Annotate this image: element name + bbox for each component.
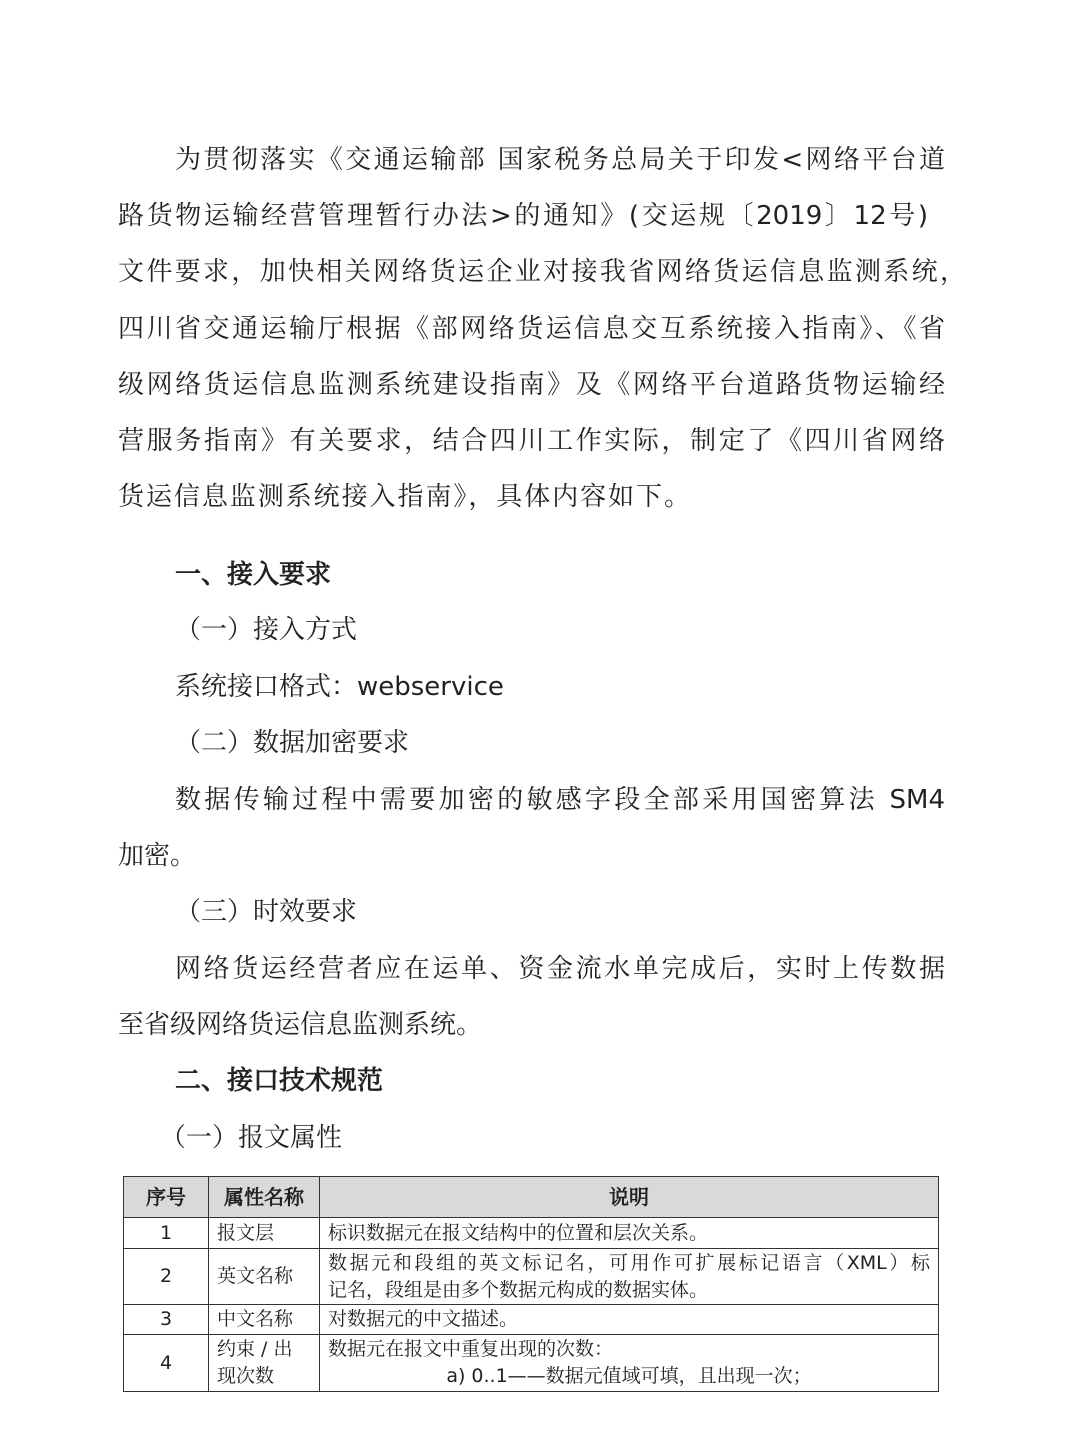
desc-line: 数据元和段组的英文标记名，可用作可扩展标记语言（XML）标: [328, 1251, 930, 1274]
cell-desc: [320, 1249, 939, 1305]
table-row: [124, 1218, 939, 1249]
subheading: （三）时效要求: [175, 897, 358, 927]
cell-no: 3: [124, 1305, 209, 1335]
desc-line: a) 0..1——数据元值域可填，且出现一次；: [446, 1365, 812, 1387]
cell-name: 报文层: [209, 1218, 320, 1249]
cell-no: 1: [124, 1218, 209, 1249]
paragraph-line: 加密。: [118, 841, 197, 871]
cell-name: 约束 / 出现次数: [209, 1335, 320, 1392]
intro-line: 路货物运输经营管理暂行办法>的通知》(交运规〔2019〕12号): [118, 201, 928, 231]
section-heading: 一、接入要求: [175, 560, 332, 590]
table-row: [124, 1305, 939, 1335]
table-row: [124, 1249, 939, 1305]
subheading: （一）报文属性: [160, 1123, 343, 1153]
paragraph-line: 至省级网络货运信息监测系统。: [118, 1010, 483, 1040]
desc-line: 数据元在报文中重复出现的次数：: [328, 1338, 614, 1360]
cell-desc: [320, 1335, 939, 1392]
cell-no: 2: [124, 1249, 209, 1305]
section-heading: 二、接口技术规范: [175, 1066, 384, 1096]
intro-line: 文件要求，加快相关网络货运企业对接我省网络货运信息监测系统，: [118, 257, 966, 287]
header-cell: 属性名称: [209, 1177, 320, 1218]
intro-line: 级网络货运信息监测系统建设指南》及《网络平台道路货物运输经: [118, 370, 945, 400]
cell-desc: 标识数据元在报文结构中的位置和层次关系。: [320, 1218, 939, 1249]
intro-line: 四川省交通运输厅根据《部网络货运信息交互系统接入指南》、《省: [118, 314, 945, 344]
table-row: [124, 1335, 939, 1392]
table-header-row: [124, 1177, 939, 1218]
header-cell: 说明: [320, 1177, 939, 1218]
intro-line: 为贯彻落实《交通运输部 国家税务总局关于印发<网络平台道: [175, 145, 945, 175]
header-cell: 序号: [124, 1177, 209, 1218]
cell-no: 4: [124, 1335, 209, 1392]
subheading: （一）接入方式: [175, 615, 358, 645]
cell-desc: 对数据元的中文描述。: [320, 1305, 939, 1335]
paragraph-line: 网络货运经营者应在运单、资金流水单完成后，实时上传数据: [175, 954, 945, 984]
cell-name: 中文名称: [209, 1305, 320, 1335]
paragraph: 系统接口格式：webservice: [175, 672, 504, 702]
message-attributes-table: [123, 1176, 939, 1392]
intro-line: 货运信息监测系统接入指南》，具体内容如下。: [118, 482, 690, 512]
cell-name: 英文名称: [209, 1249, 320, 1305]
desc-line: 记名，段组是由多个数据元构成的数据实体。: [328, 1278, 709, 1301]
subheading: （二）数据加密要求: [175, 728, 410, 758]
intro-line: 营服务指南》有关要求，结合四川工作实际，制定了《四川省网络: [118, 426, 945, 456]
paragraph-line: 数据传输过程中需要加密的敏感字段全部采用国密算法 SM4: [175, 785, 945, 815]
